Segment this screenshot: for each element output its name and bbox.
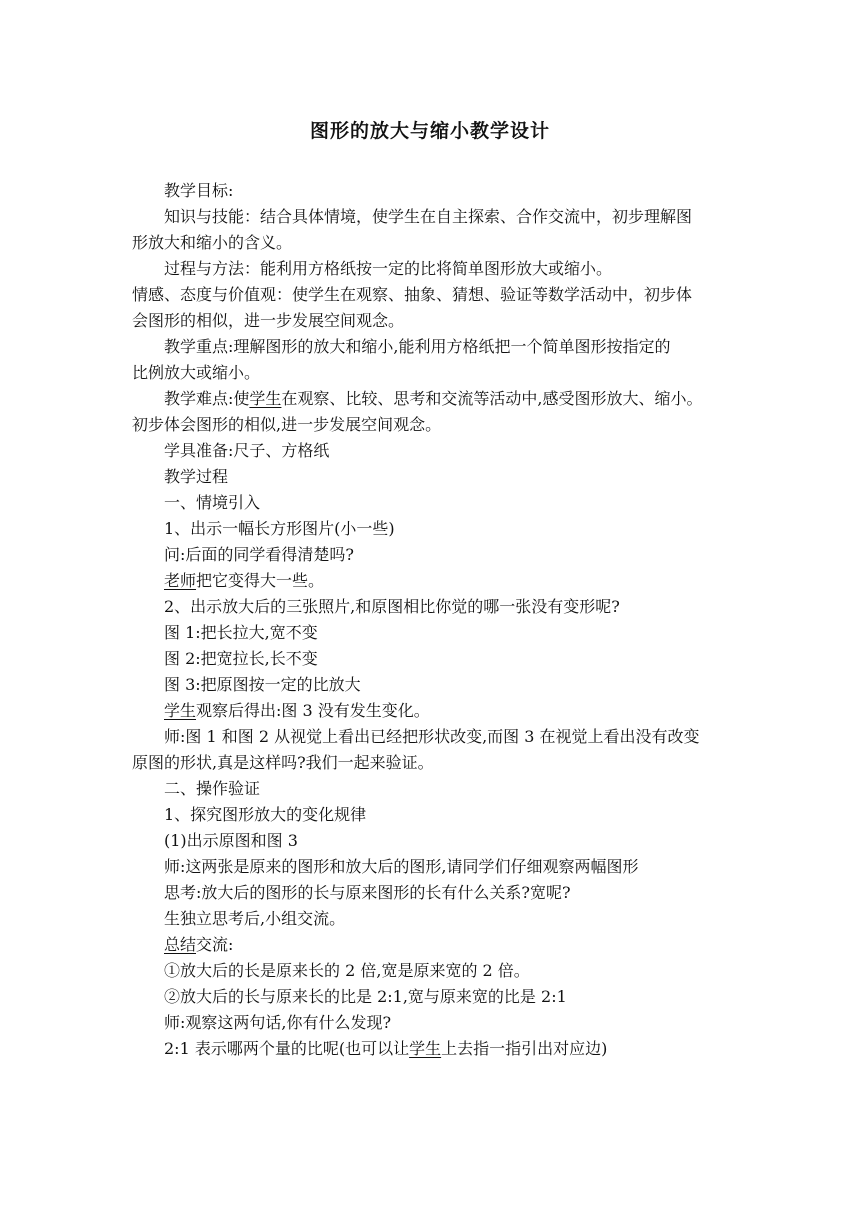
- section-2-line: [132, 1036, 732, 1062]
- student-link[interactable]: 学生: [164, 701, 197, 720]
- difficulty-rest: 在观察、比较、思考和交流等活动中,感受图形放大、缩小。: [281, 389, 703, 408]
- section-1-heading: 一、情境引入: [164, 493, 261, 512]
- section-1-line: 2、出示放大后的三张照片,和原图相比你觉的哪一张没有变形呢?: [164, 597, 620, 616]
- section-2-line: ②放大后的长与原来长的比是 2:1,宽与原来宽的比是 2:1: [164, 987, 567, 1006]
- section-2-line: ①放大后的长是原来长的 2 倍,宽是原来宽的 2 倍。: [164, 961, 530, 980]
- section-2-heading: 二、操作验证: [164, 779, 261, 798]
- difficulty-line-2: 初步体会图形的相似,进一步发展空间观念。: [132, 415, 442, 434]
- tools-line: 学具准备:尺子、方格纸: [164, 441, 330, 460]
- section-2-line: 1、探究图形放大的变化规律: [164, 805, 367, 824]
- student-link[interactable]: 学生: [249, 389, 282, 408]
- summary-link[interactable]: 总结: [164, 935, 197, 954]
- objective-attitude-line-2: 会图形的相似，进一步发展空间观念。: [132, 311, 405, 330]
- objective-process: 过程与方法：能利用方格纸按一定的比将简单图形放大或缩小。: [164, 259, 613, 278]
- section-1-line: 图 3:把原图按一定的比放大: [164, 675, 361, 694]
- process-heading: 教学过程: [164, 467, 229, 486]
- section-1-line: [132, 568, 732, 594]
- section-1-line: 师:图 1 和图 2 从视觉上看出已经把形状改变,而图 3 在视觉上看出没有改变: [164, 727, 700, 746]
- section-1-line: 1、出示一幅长方形图片(小一些): [164, 519, 395, 538]
- section-2-line: 师:这两张是原来的图形和放大后的图形,请同学们仔细观察两幅图形: [164, 857, 639, 876]
- section-1-line-text: 观察后得出:图 3 没有发生变化。: [196, 701, 430, 720]
- section-1-line: 图 2:把宽拉长,长不变: [164, 649, 318, 668]
- section-1-line: 问:后面的同学看得清楚吗?: [164, 545, 354, 564]
- section-1-line: 图 1:把长拉大,宽不变: [164, 623, 318, 642]
- section-2-line: [132, 932, 732, 958]
- teacher-link[interactable]: 老师: [164, 571, 197, 590]
- section-2-line: 思考:放大后的图形的长与原来图形的长有什么关系?宽呢?: [164, 883, 571, 902]
- section-1-line-text: 把它变得大一些。: [196, 571, 325, 590]
- objectives-heading: 教学目标:: [164, 181, 234, 200]
- key-point-line-1: 教学重点:理解图形的放大和缩小,能利用方格纸把一个简单图形按指定的: [164, 337, 671, 356]
- document-body: [132, 178, 732, 1062]
- objective-knowledge-line-2: 形放大和缩小的含义。: [132, 233, 293, 252]
- objective-knowledge-line-1: 知识与技能：结合具体情境，使学生在自主探索、合作交流中，初步理解图: [164, 207, 693, 226]
- key-point-line-2: 比例放大或缩小。: [132, 363, 261, 382]
- section-2-line: 师:观察这两句话,你有什么发现?: [164, 1013, 392, 1032]
- student-link[interactable]: 学生: [409, 1039, 442, 1058]
- section-1-line: [132, 698, 732, 724]
- section-2-line: 生独立思考后,小组交流。: [164, 909, 346, 928]
- document-title: 图形的放大与缩小教学设计: [309, 120, 550, 142]
- section-2-line-text: 上去指一指引出对应边): [441, 1039, 608, 1058]
- difficulty-line-1: [132, 386, 732, 412]
- section-2-line-text: 2:1 表示哪两个量的比呢(也可以让: [164, 1039, 410, 1058]
- difficulty-prefix: 教学难点:使: [164, 389, 250, 408]
- objective-attitude-line-1: 情感、态度与价值观：使学生在观察、抽象、猜想、验证等数学活动中，初步体: [132, 285, 693, 304]
- section-2-line-text: 交流:: [196, 935, 234, 954]
- section-2-line: (1)出示原图和图 3: [164, 831, 298, 850]
- section-1-line: 原图的形状,真是这样吗?我们一起来验证。: [132, 753, 434, 772]
